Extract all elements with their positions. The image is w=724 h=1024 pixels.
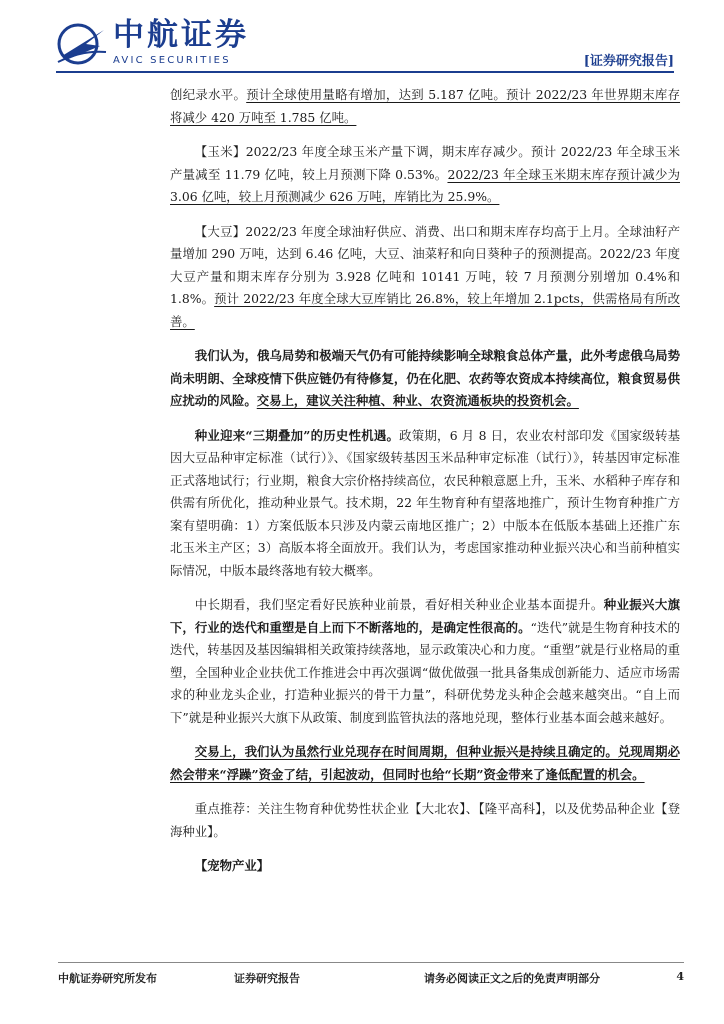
underlined-corn-stock: 2022/23 年全球玉米期末库存预计减少为 3.06 亿吨，较上月预测减少 626 万吨，库销比为 25.9%。 <box>170 166 680 204</box>
section-label-pet: 【宠物产业】 <box>194 858 270 873</box>
bold-statement: 种业振兴大旗下，行业的迭代和重塑是自上而下不断落地的，是确定性很高的。 <box>170 597 681 635</box>
underlined-soybean-ratio: 预计 2022/23 年度全球大豆库销比 26.8%，较上年增加 2.1pcts，供需格局有所改善。 <box>170 291 680 329</box>
page-header <box>0 0 724 82</box>
header-divider <box>56 71 674 73</box>
underlined-trade-advice: 交易上，建议关注种植、种业、农资流通板块的投资机会。 <box>256 393 579 408</box>
underlined-forecast: 预计全球使用量略有增加，达到 5.187 亿吨。预计 2022/23 年世界期末库存将减少 420 万吨至 1.785 亿吨。 <box>170 87 681 125</box>
paragraph-trade: 交易上，我们认为虽然行业兑现存在时间周期，但种业振兴是持续且确定的。兑现周期必然会带来“浮躁”资金了结，引起波动，但同时也给“长期”资金带来了逢低配置的机会。 <box>170 744 680 782</box>
report-body <box>170 84 680 890</box>
paragraph-recommendation: 重点推荐：关注生物育种优势性状企业【大北农】、【隆平高科】，以及优势品种企业【登海种业】。 <box>170 801 680 839</box>
report-type-label: [证券研究报告] <box>583 54 674 69</box>
paragraph-long-term: 中长期看，我们坚定看好民族种业前景，看好相关种业企业基本面提升。种业振兴大旗下，行业的迭代和重塑是自上而下不断落地的，是确定性很高的。“迭代”就是生物育种技术的迭代，转基因及基因编辑相关政策持续落地，显示政策决心和力度。“重塑”就是行业格局的重塑，全国种业企业扶优工作推进会中再次强调“做优做强一批具备集成创新能力、适应市场需求的种业龙头企业，打造种业振兴的骨干力量”，科研优势龙头种企会越来越突出。“自上而下”就是种业振兴大旗下从政策、制度到监管执法的落地兑现，整体行业基本面会越来越好。 <box>170 597 681 725</box>
brand-name-en: AVIC SECURITIES <box>113 55 231 66</box>
paragraph-seed-industry: 种业迎来“三期叠加”的历史性机遇。政策期，6 月 8 日，农业农村部印发《国家级转基因大豆品种审定标准（试行）》、《国家级转基因玉米品种审定标准（试行）》，转基因审定标准正式落地试行；行业期，粮食大宗价格持续高位，农民种粮意愿上升，玉米、水稻种子库存和供需有所优化，推动种业景气。技术期，22 年生物育种有望落地推广，预计生物育种推广方案有望明确：1）方案低版本只涉及内蒙云南地区推广；2）中版本在低版本基础上还推广东北玉米主产区；3）高版本将全面放开。我们认为，考虑国家推动种业振兴决心和当前种植实际情况，中版本最终落地有较大概率。 <box>170 427 680 578</box>
footer-disclaimer: 请务必阅读正文之后的免责声明部分 <box>424 972 600 985</box>
footer-publisher: 中航证券研究所发布 <box>58 972 157 985</box>
paragraph-view: 我们认为，俄乌局势和极端天气仍有可能持续影响全球粮食总体产量，此外考虑俄乌局势尚未明朗、全球疫情下供应链仍有待修复，仍在化肥、农药等农资成本持续高位，粮食贸易供应扰动的风险。交易上，建议关注种植、种业、农资流通板块的投资机会。 <box>170 348 680 408</box>
paragraph-soybean: 【大豆】2022/23 年度全球油籽供应、消费、出口和期末库存均高于上月。全球油籽产量增加 290 万吨，达到 6.46 亿吨，大豆、油菜籽和向日葵种子的预测提高。2022/23 年度大豆产量和期末库存分别为 3.928 亿吨和 10141 万吨，较 7 月预测分别增加 0.4%和 1.8%。预计 2022/23 年度全球大豆库销比 26.8%，较上年增加 2.1pcts，供需格局有所改善。 <box>170 223 680 329</box>
page-number: 4 <box>676 970 684 983</box>
avic-logo-icon <box>56 22 108 66</box>
bold-lead: 种业迎来“三期叠加”的历史性机遇。 <box>194 427 400 443</box>
paragraph-wheat-tail: 创纪录水平。预计全球使用量略有增加，达到 5.187 亿吨。预计 2022/23 年世界期末库存将减少 420 万吨至 1.785 亿吨。 <box>170 87 681 125</box>
brand-name-cn: 中航证券 <box>113 17 249 53</box>
footer-report-type: 证券研究报告 <box>234 972 300 985</box>
footer-divider <box>58 962 684 963</box>
paragraph-corn: 【玉米】2022/23 年度全球玉米产量下调，期末库存减少。预计 2022/23 年全球玉米产量减至 11.79 亿吨，较上月预测下降 0.53%。2022/23 年全球玉米期末库存预计减少为 3.06 亿吨，较上月预测减少 626 万吨，库销比为 25.9%。 <box>170 144 680 204</box>
